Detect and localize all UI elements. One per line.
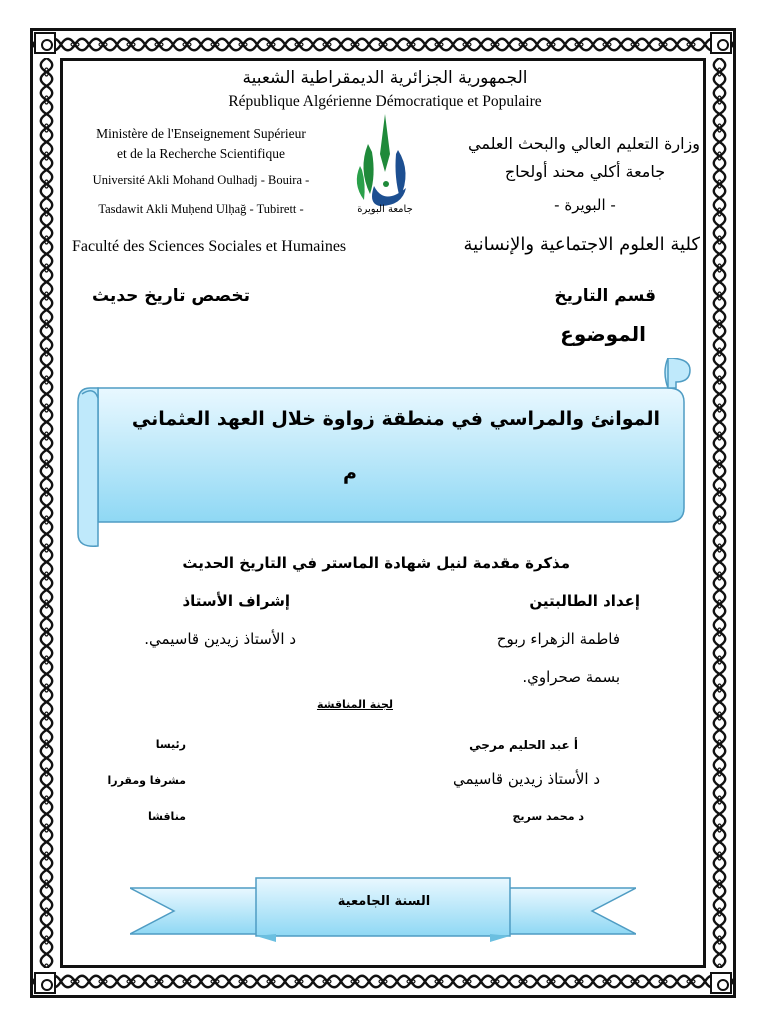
students-heading: إعداد الطالبتين: [529, 592, 640, 610]
supervisor-name: د الأستاذ زيدين قاسيمي.: [144, 630, 296, 648]
city-ar: - البويرة -: [554, 196, 616, 214]
faculty-ar: كلية العلوم الاجتماعية والإنسانية: [463, 234, 700, 255]
corner-ornament-top-right: [710, 32, 732, 54]
corner-ornament-bottom-left: [34, 972, 56, 994]
supervisor-heading: إشراف الأستاذ: [182, 592, 290, 610]
republic-title-ar: الجمهورية الجزائرية الديمقراطية الشعبية: [242, 68, 528, 88]
university-fr-line2: Tasdawit Akli Muḥend Ulḥağ - Tubirett -: [98, 202, 304, 216]
university-logo: [350, 114, 420, 222]
border-band-right: [706, 58, 733, 968]
corner-ornament-top-left: [34, 32, 56, 54]
corner-ornament-bottom-right: [710, 972, 732, 994]
border-band-bottom: [33, 968, 733, 995]
student-name-2: بسمة صحراوي.: [522, 668, 620, 686]
subject-label: الموضوع: [560, 322, 646, 346]
committee-member-2-role: مشرفا ومقررا: [107, 774, 186, 787]
thesis-title-line1: الموانئ والمراسي في منطقة زواوة خلال العهد العثماني: [131, 408, 660, 430]
border-band-left: [33, 58, 60, 968]
thesis-title-line2: م: [343, 462, 357, 484]
committee-member-3-role: مناقشا: [148, 810, 186, 823]
committee-member-2-name: د الأستاذ زيدين قاسيمي: [453, 770, 600, 788]
ministry-fr-line2: et de la Recherche Scientifique: [117, 146, 285, 161]
university-ar: جامعة أكلي محند أولحاج: [504, 162, 666, 181]
committee-member-1-role: رئيسا: [155, 738, 186, 751]
logo-caption: جامعة البويرة: [357, 204, 413, 215]
academic-year-label: السنة الجامعية: [337, 894, 431, 909]
border-band-top: [33, 31, 733, 58]
speciality-label: تخصص تاريخ حديث: [91, 286, 250, 306]
committee-member-3-name: د محمد سريج: [512, 810, 584, 823]
committee-heading: لجنة المناقشة: [316, 698, 393, 711]
ministry-ar: وزارة التعليم العالي والبحث العلمي: [468, 134, 700, 153]
academic-year-ribbon: [130, 876, 636, 944]
title-scroll-banner: [72, 358, 692, 552]
faculty-fr: Faculté des Sciences Sociales et Humaines: [72, 238, 347, 255]
department-label: قسم التاريخ: [554, 286, 656, 306]
university-fr-line1: Université Akli Mohand Oulhadj - Bouira -: [92, 173, 310, 187]
ministry-fr-line1: Ministère de l'Enseignement Supérieur: [96, 126, 306, 141]
committee-member-1-name: أ عبد الحليم مرجي: [469, 738, 578, 752]
thesis-note: مذكرة مقدمة لنيل شهادة الماستر في التاريخ الحديث: [182, 554, 570, 572]
republic-title-fr: République Algérienne Démocratique et Populaire: [228, 93, 542, 110]
student-name-1: فاطمة الزهراء ربوح: [496, 630, 620, 648]
